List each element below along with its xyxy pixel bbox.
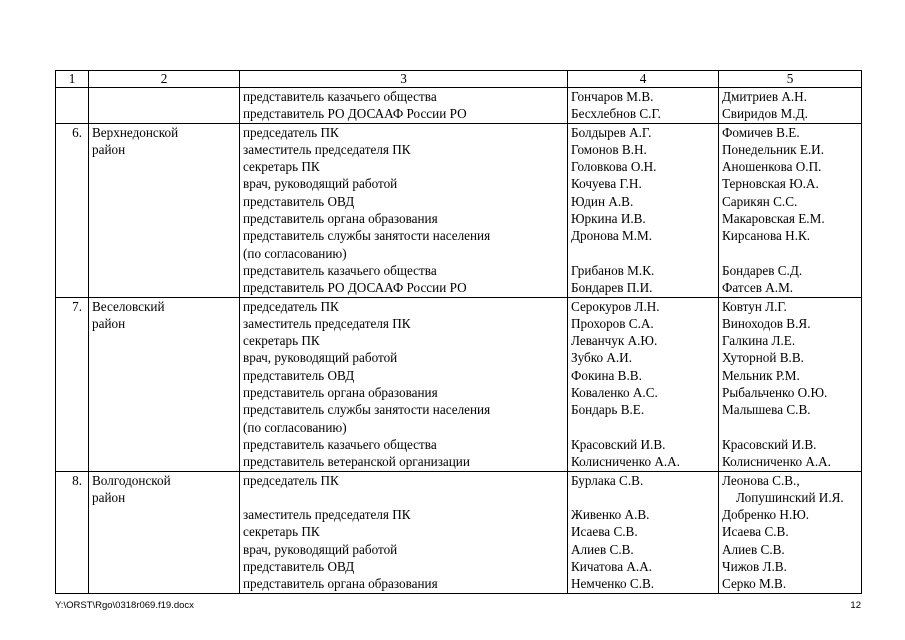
member-name: Грибанов М.К. — [571, 262, 655, 278]
reserve-member-name: Фомичев В.Е. — [722, 124, 800, 140]
reserve-member-name: Хуторной В.В. — [722, 350, 804, 366]
reserve-member-name: Колисниченко А.А. — [722, 454, 831, 470]
header-cell-4: 4 — [568, 71, 719, 88]
reserve-member-name: Дмитриев А.Н. — [722, 89, 807, 104]
role-line — [243, 489, 564, 506]
reserve-member-name: Галкина Л.Е. — [722, 333, 796, 349]
reserve-member-name: Бондарев С.Д. — [722, 262, 803, 278]
member-name: Кичатова А.А. — [571, 559, 653, 575]
role-line: врач, руководящий работой — [243, 176, 398, 192]
district-name-line: Волгодонской — [92, 472, 171, 488]
table-row — [56, 123, 862, 297]
row-number-cell: 8. — [56, 471, 89, 593]
member-name: Кочуева Г.Н. — [571, 176, 642, 192]
member-cell — [568, 123, 719, 297]
reserve-member-name: Свиридов М.Д. — [722, 106, 808, 122]
role-line: заместитель председателя ПК — [243, 141, 411, 157]
reserve-member-name: Мельник Р.М. — [722, 367, 800, 383]
reserve-member-name: Добренко Н.Ю. — [722, 507, 810, 523]
role-line: секретарь ПК — [243, 159, 320, 175]
role-line: представитель РО ДОСААФ России РО — [243, 106, 467, 122]
header-cell-3: 3 — [240, 71, 568, 88]
district-cell — [89, 471, 240, 593]
member-name: Дронова М.М. — [571, 228, 653, 244]
role-line: председатель ПК — [243, 124, 339, 140]
member-name: Юркина И.В. — [571, 211, 646, 227]
footer-file-path: Y:\ORST\Rgo\0318r069.f19.docx — [55, 600, 194, 611]
member-name: Исаева С.В. — [571, 524, 638, 540]
member-name: Красовский И.В. — [571, 436, 666, 452]
member-name: Гомонов В.Н. — [571, 141, 647, 157]
reserve-member-cell — [719, 88, 862, 124]
member-name: Алиев С.В. — [571, 541, 634, 557]
reserve-member-name: Понедельник Е.И. — [722, 141, 825, 157]
role-line: председатель ПК — [243, 298, 339, 314]
member-name: Коваленко А.С. — [571, 385, 658, 401]
member-name: Бондарь В.Е. — [571, 402, 645, 418]
header-cell-5: 5 — [719, 71, 862, 88]
reserve-member-name: Макаровская Е.М. — [722, 211, 825, 227]
reserve-member-name: Виноходов В.Я. — [722, 315, 811, 331]
member-name — [571, 419, 715, 436]
reserve-member-name: Терновская Ю.А. — [722, 176, 819, 192]
role-line: председатель ПК — [243, 472, 339, 488]
table-row — [56, 88, 862, 124]
role-line: представитель ОВД — [243, 193, 355, 209]
role-line: (по согласованию) — [243, 419, 347, 435]
row-number-cell — [56, 88, 89, 124]
role-line: врач, руководящий работой — [243, 541, 398, 557]
reserve-member-name: Ковтун Л.Г. — [722, 298, 787, 314]
role-line: представитель органа образования — [243, 576, 438, 592]
table-body — [56, 71, 862, 594]
reserve-member-name: Серко М.В. — [722, 576, 787, 592]
reserve-member-name: Лопушинский И.Я. — [736, 489, 844, 505]
table-row — [56, 471, 862, 593]
role-cell — [240, 88, 568, 124]
role-line: заместитель председателя ПК — [243, 507, 411, 523]
role-line: секретарь ПК — [243, 524, 320, 540]
role-cell — [240, 123, 568, 297]
member-name: Фокина В.В. — [571, 367, 642, 383]
member-name: Колисниченко А.А. — [571, 454, 680, 470]
role-cell — [240, 471, 568, 593]
role-line: представитель ОВД — [243, 367, 355, 383]
member-name: Прохоров С.А. — [571, 315, 654, 331]
reserve-member-name: Красовский И.В. — [722, 436, 817, 452]
member-name: Леванчук А.Ю. — [571, 333, 658, 349]
role-line: представитель казачьего общества — [243, 436, 437, 452]
reserve-member-name: Сарикян С.С. — [722, 193, 798, 209]
role-cell — [240, 297, 568, 471]
row-number-cell: 6. — [56, 123, 89, 297]
district-cell — [89, 123, 240, 297]
role-line: представитель службы занятости населения — [243, 402, 491, 418]
role-line: секретарь ПК — [243, 333, 320, 349]
row-number-cell: 7. — [56, 297, 89, 471]
member-name — [571, 489, 715, 506]
reserve-member-name: Исаева С.В. — [722, 524, 789, 540]
member-cell — [568, 471, 719, 593]
header-cell-2: 2 — [89, 71, 240, 88]
reserve-member-cell — [719, 123, 862, 297]
member-name: Гончаров М.В. — [571, 89, 654, 104]
reserve-member-cell — [719, 297, 862, 471]
role-line: (по согласованию) — [243, 245, 347, 261]
reserve-member-name: Алиев С.В. — [722, 541, 785, 557]
member-cell — [568, 297, 719, 471]
role-line: представитель органа образования — [243, 211, 438, 227]
district-name-line: район — [92, 489, 126, 505]
member-name: Юдин А.В. — [571, 193, 634, 209]
commission-table — [55, 70, 862, 594]
member-name: Бондарев П.И. — [571, 280, 653, 296]
role-line: представитель службы занятости населения — [243, 228, 491, 244]
role-line: заместитель председателя ПК — [243, 315, 411, 331]
member-name: Бесхлебнов С.Г. — [571, 106, 661, 122]
header-cell-1: 1 — [56, 71, 89, 88]
district-name-line: район — [92, 141, 126, 157]
header-row — [56, 71, 862, 88]
role-line: представитель казачьего общества — [243, 89, 437, 104]
reserve-member-name: Чижов Л.В. — [722, 559, 787, 575]
role-line: представитель ОВД — [243, 559, 355, 575]
role-line: представитель ветеранской организации — [243, 454, 470, 470]
member-cell — [568, 88, 719, 124]
member-name: Немченко С.В. — [571, 576, 655, 592]
table-row — [56, 297, 862, 471]
reserve-member-name: Фатсев А.М. — [722, 280, 794, 296]
reserve-member-name: Кирсанова Н.К. — [722, 228, 811, 244]
reserve-member-name: Леонова С.В., — [722, 472, 800, 488]
reserve-member-name: Рыбальченко О.Ю. — [722, 385, 828, 401]
member-name: Бурлака С.В. — [571, 472, 644, 488]
member-name: Серокуров Л.Н. — [571, 298, 660, 314]
role-line: представитель органа образования — [243, 385, 438, 401]
role-line: врач, руководящий работой — [243, 350, 398, 366]
district-name-line: Веселовский — [92, 298, 165, 314]
reserve-member-cell — [719, 471, 862, 593]
reserve-member-name: Аношенкова О.П. — [722, 159, 822, 175]
reserve-member-name: Малышева С.В. — [722, 402, 811, 418]
member-name: Болдырев А.Г. — [571, 124, 652, 140]
role-line: представитель РО ДОСААФ России РО — [243, 280, 467, 296]
member-name: Головкова О.Н. — [571, 159, 657, 175]
reserve-member-name — [722, 419, 858, 436]
member-name: Зубко А.И. — [571, 350, 633, 366]
role-line: представитель казачьего общества — [243, 262, 437, 278]
district-name-line: Верхнедонской — [92, 124, 179, 140]
member-name: Живенко А.В. — [571, 507, 650, 523]
district-cell — [89, 88, 240, 124]
district-cell — [89, 297, 240, 471]
member-name — [571, 245, 715, 262]
reserve-member-name — [722, 245, 858, 262]
footer-page-number: 12 — [850, 600, 861, 611]
district-name-line: район — [92, 315, 126, 331]
